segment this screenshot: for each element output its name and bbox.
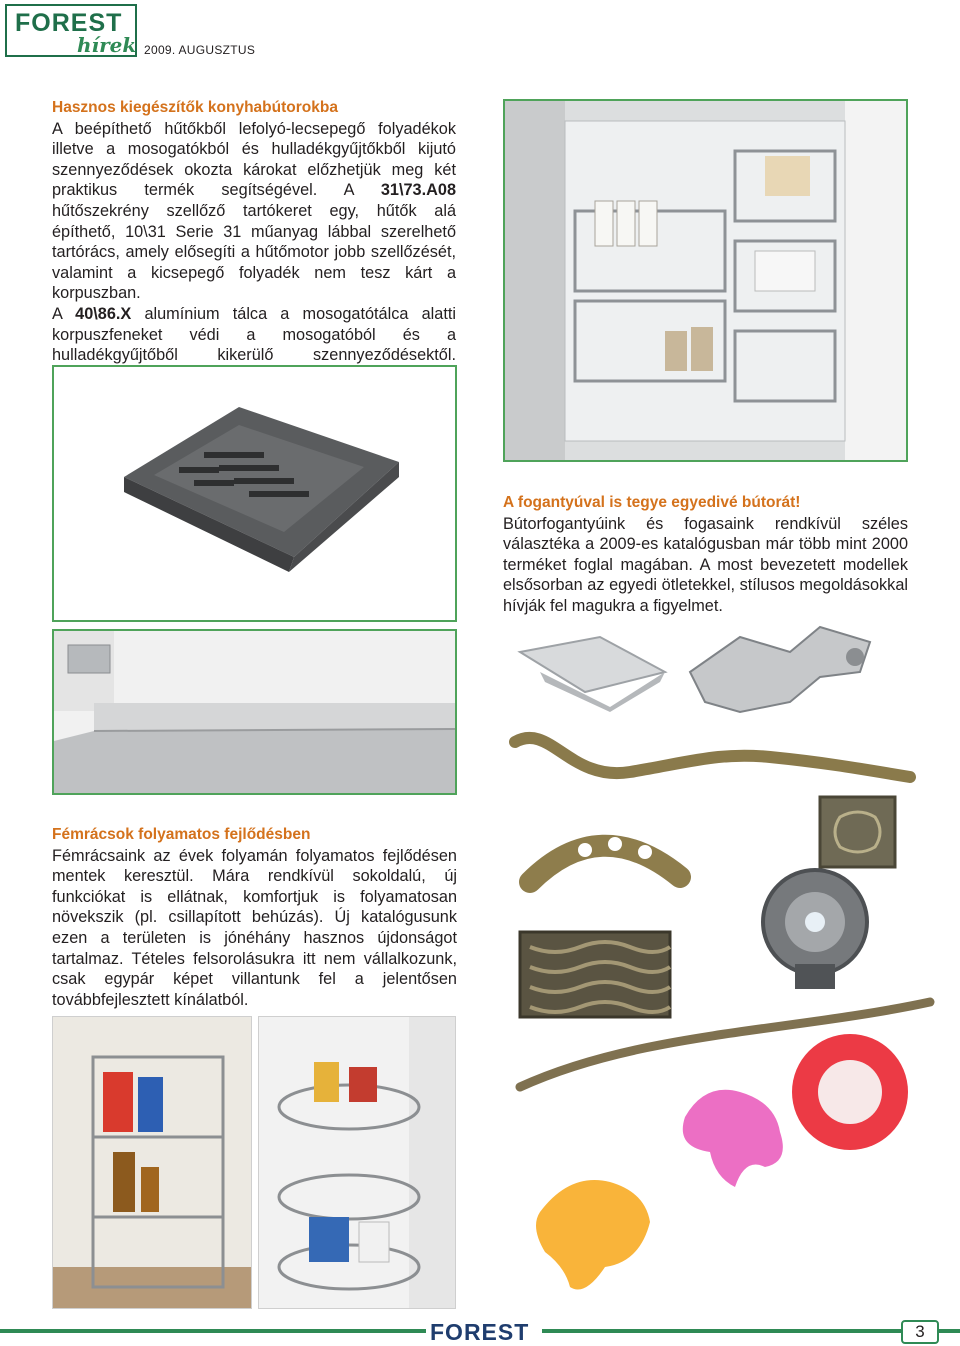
section-kitchen-accessories <box>52 98 456 386</box>
aluminium-tray-photo <box>52 629 457 795</box>
footer-forest-logo: FOREST <box>426 1318 542 1344</box>
paragraph-wire-baskets: Fémrácsaink az évek folyamán folyamatos fejlődésen mentek keresztül. Mára rendkívül sokoldalú, új funkciókat is ellátnak, komfortjuk is folyamatosan növekszik (pl. csillapított behúzás). Új katalógusunk ezen a területen is jónéhány hasznos újdonságot tartalmaz. Tételes felsorolásukra itt nem vállalkozunk, csak egypár képet villantunk fel a jelentősen továbbfejlesztett kínálatból. <box>52 846 457 1009</box>
logo-word: FOREST <box>15 9 123 37</box>
zebra-bronze-handle <box>520 932 670 1017</box>
page-number: 3 <box>901 1320 939 1344</box>
forest-hirek-logo <box>5 4 137 57</box>
logo-script: hírek <box>77 33 137 57</box>
corner-basket-photo <box>258 1016 456 1309</box>
handles-collage <box>490 612 940 1317</box>
snake-handle <box>515 738 910 777</box>
red-acrylic-knob <box>792 1034 908 1150</box>
paragraph-handles: Bútorfogantyúink és fogasaink rendkívül széles választéka a 2009-es katalógusban már több mint 2000 terméket foglal magában. A most bevezetett modellek elsősorban az egyedi ötletekkel, stílusos megoldásokkal hívják fel magukra a figyelmet. <box>503 514 908 615</box>
bronze-bow-handle <box>530 837 680 882</box>
section-handles <box>503 493 908 617</box>
section-title: Hasznos kiegészítők konyhabútorokba <box>52 99 338 116</box>
product-code: 40\86.X <box>75 304 132 323</box>
paragraph-aluminium-tray: A 40\86.X alumínium tálca a mosogatótálca alatti korpuszfeneket védi a mosogatóból és a hulladékgyűjtőből kikerülő szennyeződésektől. <box>52 304 456 365</box>
product-code: 31\73.A08 <box>380 181 456 200</box>
pantry-pullout-photo <box>52 1016 252 1309</box>
paragraph-cooler-frame: A beépíthető hűtőkből lefolyó-lecsepegő folyadékok illetve a mosogatókból és hulladékgyűjtőkből kijutó szennyeződések okozta károkat előzhetjük meg két praktikus termék segítségével. A 31\73.A08 hűtőszekrény szellőző tartókeret egy, hűtők alá építhető, 10\31 Serie 31 műanyag lábbal szerelhető tartórács, amely elősegíti a hűtőmotor jobb szellőzését, valamint a kicsepegő folyadék nem tesz kárt a korpuszban. <box>52 119 456 303</box>
ventilation-frame-photo <box>52 365 457 622</box>
pink-figure-knob <box>683 1090 783 1187</box>
square-bronze-knob <box>820 797 895 867</box>
section-title: A fogantyúval is tegye egyedivé bútorát! <box>503 494 801 511</box>
crystal-round-knob <box>763 870 867 989</box>
hammered-chrome-handle <box>690 627 870 712</box>
corner-pullout-photo <box>503 99 908 462</box>
section-wire-baskets <box>52 825 457 1010</box>
chrome-square-knob <box>520 637 665 712</box>
issue-date: 2009. AUGUSZTUS <box>144 43 256 57</box>
orange-figure-knob <box>536 1180 650 1290</box>
section-title: Fémrácsok folyamatos fejlődésben <box>52 826 311 843</box>
